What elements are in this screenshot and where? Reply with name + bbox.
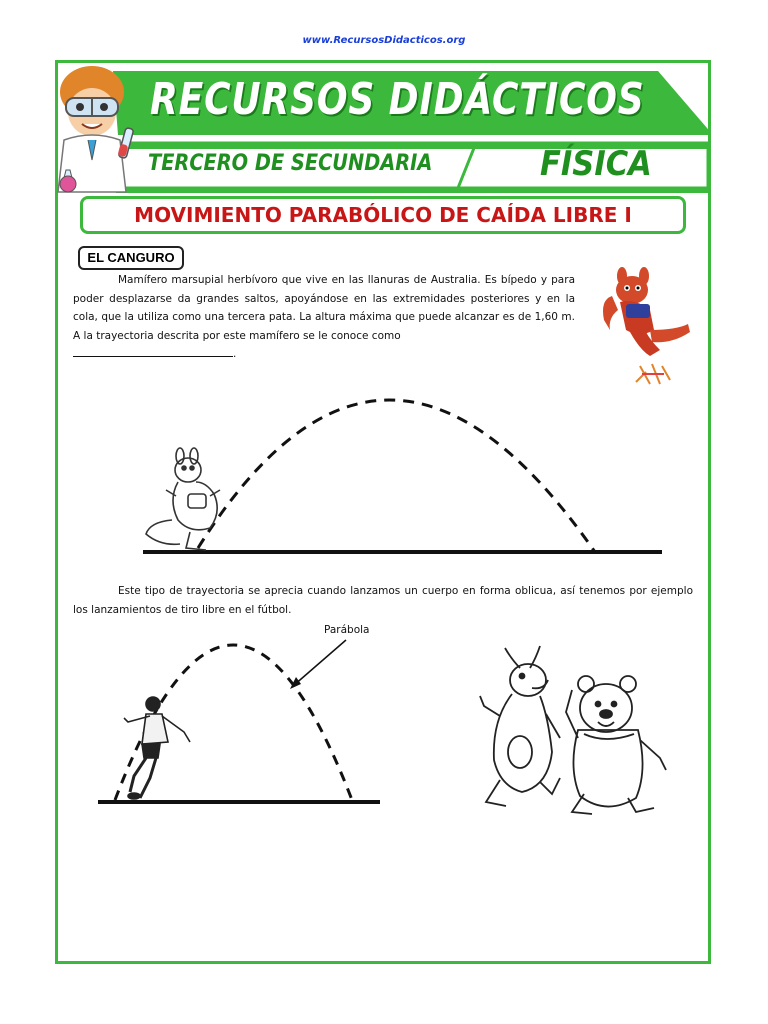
paragraph-kangaroo-end: . <box>233 348 237 360</box>
paragraph-kangaroo-text: Mamífero marsupial herbívoro que vive en las llanuras de Australia. Es bípedo y para poder desplazarse da grandes saltos, apoyándose en las extremidades posteriores y en la cola, que la utiliza como una tercera pata. La altura máxima que puede alcanzar es de 1,60 m. A la trayectoria descrita por este mamífero se le conoce como <box>73 274 575 342</box>
paragraph-football <box>73 582 693 619</box>
answer-blank[interactable] <box>73 346 233 357</box>
worksheet-title: MOVIMIENTO PARABÓLICO DE CAÍDA LIBRE I <box>134 203 632 227</box>
grade-label: TERCERO DE SECUNDARIA <box>148 151 433 176</box>
subject-label: FÍSICA <box>540 144 652 184</box>
section-label: EL CANGURO <box>78 246 184 270</box>
worksheet-title-box <box>80 196 686 234</box>
site-url[interactable]: www.RecursosDidacticos.org <box>302 35 466 46</box>
paragraph-kangaroo <box>73 271 575 364</box>
banner-title: RECURSOS DIDÁCTICOS <box>150 74 645 125</box>
paragraph-football-text: Este tipo de trayectoria se aprecia cuando lanzamos un cuerpo en forma oblicua, así tenemos por ejemplo los lanzamientos de tiro libre en el fútbol. <box>73 585 693 616</box>
parabola-label: Parábola <box>324 624 370 636</box>
